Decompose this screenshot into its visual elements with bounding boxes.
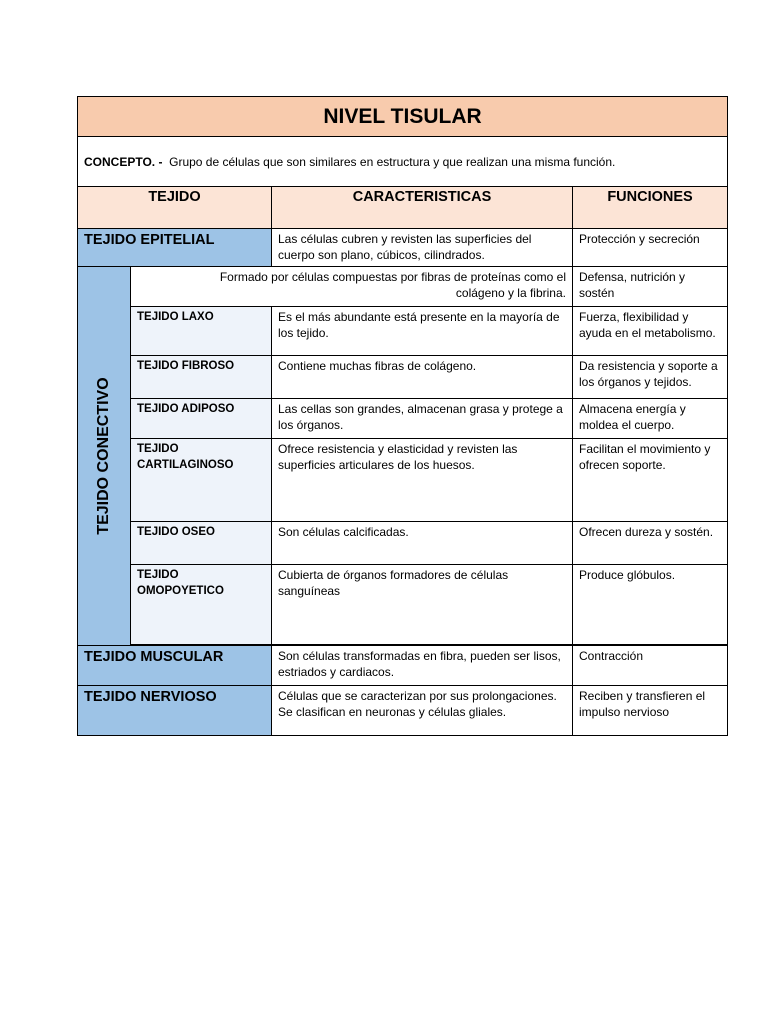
table-row-funciones: Facilitan el movimiento y ofrecen soporte. xyxy=(573,439,728,522)
epitelial-name: TEJIDO EPITELIAL xyxy=(78,229,272,267)
epitelial-caracteristicas: Las células cubren y revisten las superficies del cuerpo son plano, cúbicos, cilindrados. xyxy=(272,229,573,267)
table-row-funciones: Ofrecen dureza y sostén. xyxy=(573,522,728,565)
nervioso-name: TEJIDO NERVIOSO xyxy=(78,686,272,736)
muscular-caracteristicas: Son células transformadas en fibra, pueden ser lisos, estriados y cardiacos. xyxy=(272,646,573,686)
muscular-funciones: Contracción xyxy=(573,646,728,686)
conectivo-label-cell xyxy=(78,267,131,646)
table-row-caracteristicas: Las cellas son grandes, almacenan grasa y protege a los órganos. xyxy=(272,399,573,439)
nervioso-caracteristicas: Células que se caracterizan por sus prolongaciones. Se clasifican en neuronas y células gliales. xyxy=(272,686,573,736)
table-row-name: TEJIDO OMOPOYETICO xyxy=(131,565,272,645)
header-tejido: TEJIDO xyxy=(78,187,272,229)
epitelial-funciones: Protección y secreción xyxy=(573,229,728,267)
header-funciones: FUNCIONES xyxy=(573,187,728,229)
table-row-funciones: Da resistencia y soporte a los órganos y tejidos. xyxy=(573,356,728,399)
nervioso-funciones: Reciben y transfieren el impulso nervioso xyxy=(573,686,728,736)
concept-text: Grupo de células que son similares en estructura y que realizan una misma función. xyxy=(169,154,616,169)
concept-row xyxy=(78,137,728,187)
concept-label: CONCEPTO. - xyxy=(84,154,163,169)
header-caracteristicas: CARACTERISTICAS xyxy=(272,187,573,229)
conectivo-intro-line2: colágeno y la fibrina. xyxy=(455,286,566,300)
table-row-caracteristicas: Son células calcificadas. xyxy=(272,522,573,565)
table-row-name: TEJIDO OSEO xyxy=(131,522,272,565)
table-row-name: TEJIDO LAXO xyxy=(131,307,272,356)
table-row-caracteristicas: Cubierta de órganos formadores de células sanguíneas xyxy=(272,565,573,645)
table-row-name: TEJIDO ADIPOSO xyxy=(131,399,272,439)
table-title: NIVEL TISULAR xyxy=(78,97,728,137)
conectivo-intro-funciones: Defensa, nutrición y sostén xyxy=(573,267,728,307)
table-row-caracteristicas: Es el más abundante está presente en la mayoría de los tejido. xyxy=(272,307,573,356)
table-row-name: TEJIDO FIBROSO xyxy=(131,356,272,399)
table-row-caracteristicas: Contiene muchas fibras de colágeno. xyxy=(272,356,573,399)
table-row-funciones: Almacena energía y moldea el cuerpo. xyxy=(573,399,728,439)
muscular-name: TEJIDO MUSCULAR xyxy=(78,646,272,686)
table-row-funciones: Fuerza, flexibilidad y ayuda en el metabolismo. xyxy=(573,307,728,356)
conectivo-intro-line1: Formado por células compuestas por fibras de proteínas como el xyxy=(219,270,566,284)
conectivo-intro xyxy=(131,267,573,307)
tissue-table xyxy=(77,96,728,736)
table-row-name: TEJIDO CARTILAGINOSO xyxy=(131,439,272,522)
table-row-caracteristicas: Ofrece resistencia y elasticidad y revisten las superficies articulares de los huesos. xyxy=(272,439,573,522)
conectivo-name: TEJIDO CONECTIVO xyxy=(95,377,112,535)
table-row-funciones: Produce glóbulos. xyxy=(573,565,728,645)
